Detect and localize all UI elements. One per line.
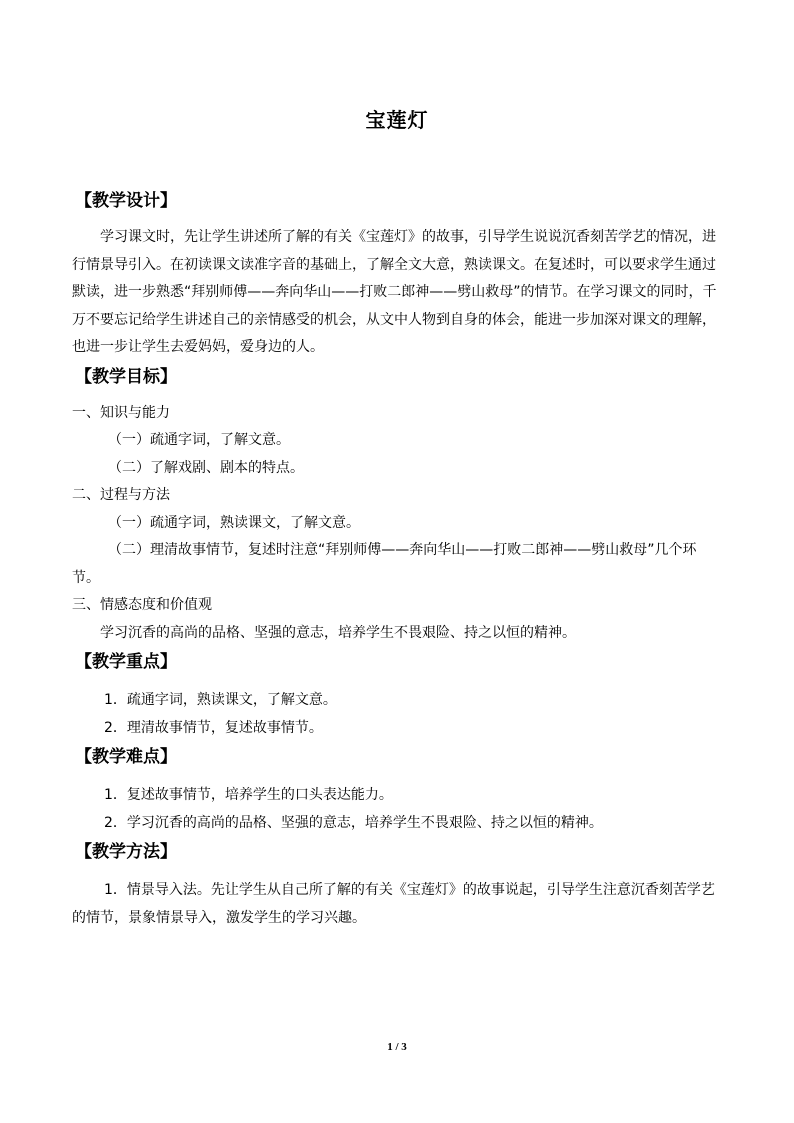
difficulty-item2: 2．学习沉香的高尚的品格、坚强的意志，培养学生不畏艰险、持之以恒的精神。 [104,814,603,831]
section-heading-difficulties: 【教学难点】 [75,747,177,767]
key-point-item1: 1．疏通字词，熟读课文，了解文意。 [104,692,337,708]
method-item1: 1．情景导入法。先让学生从自己所了解的有关《宝莲灯》的故事说起，引导学生注意沉香刻苦学艺的情节，景象情景导入，激发学生的学习兴趣。 [72,882,715,926]
section-heading-goals: 【教学目标】 [75,366,177,387]
key-point-item2: 2．理清故事情节，复述故事情节。 [104,719,323,736]
goal-part1-title: 一、知识与能力 [72,404,170,421]
goal-part2-item2: （二）理清故事情节，复述时注意“拜别师傅——奔向华山——打败二郎神——劈山救母”几个环节。 [72,542,697,586]
document-body [72,186,722,932]
difficulty-item1: 1．复述故事情节，培养学生的口头表达能力。 [104,787,393,803]
goal-part3-title: 三、情感态度和价值观 [72,597,212,613]
goal-part2-title: 二、过程与方法 [72,487,170,503]
section-heading-design: 【教学设计】 [75,191,177,211]
section-heading-key-points: 【教学重点】 [75,652,177,672]
document-title: 宝莲灯 [365,108,429,132]
section-heading-methods: 【教学方法】 [75,842,177,862]
page-number: 1 / 3 [387,1041,407,1053]
goal-part1-item1: （一）疏通字词，了解文意。 [108,432,290,448]
goal-part1-item2: （二）了解戏剧、剧本的特点。 [108,459,304,476]
goal-part2-item1: （一）疏通字词，熟读课文，了解文意。 [108,514,360,531]
goal-part3-body: 学习沉香的高尚的品格、坚强的意志，培养学生不畏艰险、持之以恒的精神。 [100,624,576,641]
design-paragraph: 学习课文时，先让学生讲述所了解的有关《宝莲灯》的故事，引导学生说说沉香刻苦学艺的情况，进行情景导引入。在初读课文读准字音的基础上，了解全文大意，熟读课文。在复述时，可以要求学生通过默读，进一步熟悉“拜别师傅——奔向华山——打败二郎神——劈山救母”的情节。在学习课文的同时，千万不要忘记给学生讲述自己的亲情感受的机会，从文中人物到自身的体会，能进一步加深对课文的理解，也进一步让学生去爱妈妈，爱身边的人。 [72,229,717,355]
